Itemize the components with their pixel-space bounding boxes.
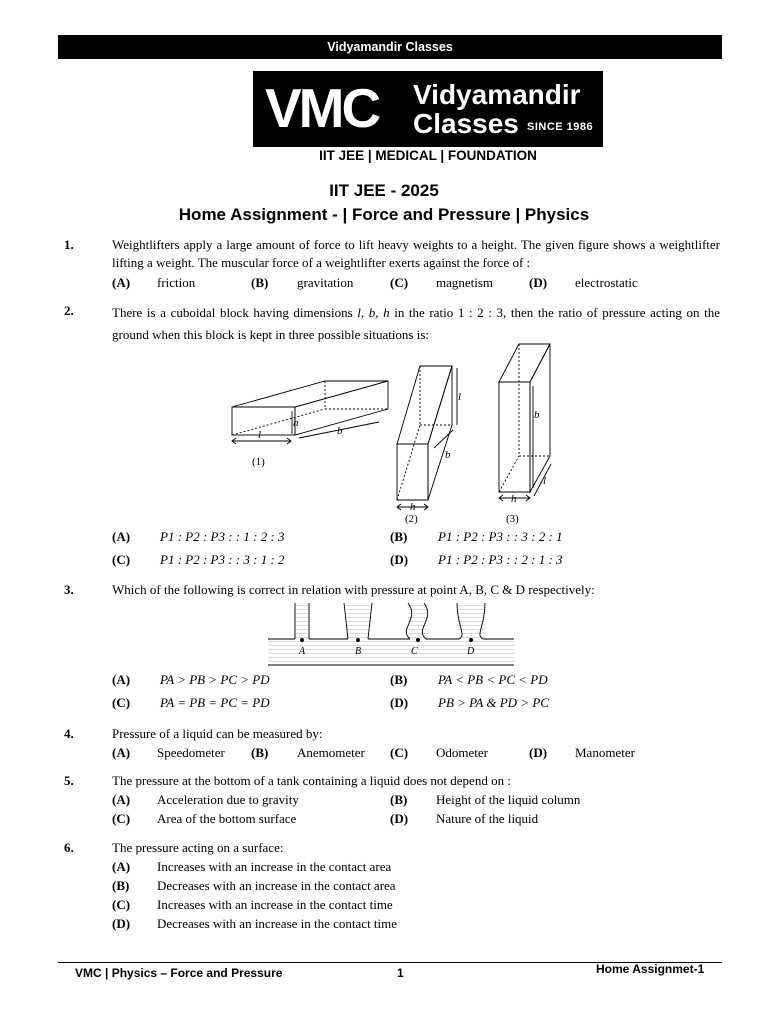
option-text: Decreases with an increase in the contact time: [157, 916, 398, 931]
option-label: (C): [390, 745, 409, 760]
question-text: Pressure of a liquid can be measured by:: [112, 726, 323, 741]
block2-top: [397, 366, 452, 444]
page-subtitle: Home Assignment - | Force and Pressure | Physics: [178, 205, 590, 224]
option-text: Height of the liquid column: [436, 792, 581, 807]
header-bar: [58, 35, 722, 59]
option-text: PA < PB < PC < PD: [438, 672, 548, 687]
footer-right: Home Assignmet-1: [596, 962, 705, 976]
block3-top: [499, 344, 550, 382]
option-text: Anemometer: [297, 745, 365, 760]
option-label: (C): [112, 695, 131, 710]
option-label: (B): [390, 529, 408, 544]
fig-label-l: l: [458, 391, 462, 403]
option-text: friction: [157, 275, 196, 290]
option-text: gravitation: [297, 275, 354, 290]
question-number: 1.: [64, 237, 74, 252]
option-label: (B): [390, 672, 408, 687]
option-text: Manometer: [575, 745, 635, 760]
point-label-c: C: [411, 646, 418, 657]
tagline: IIT JEE | MEDICAL | FOUNDATION: [319, 148, 537, 163]
page-title: IIT JEE - 2025: [329, 181, 439, 200]
header-bar-text: Vidyamandir Classes: [327, 40, 453, 54]
footer-left: VMC | Physics – Force and Pressure: [75, 966, 283, 980]
block3-front: [499, 382, 530, 492]
vessel-figure: [268, 601, 516, 669]
question-text: The pressure acting on a surface:: [112, 840, 284, 855]
option-label: (A): [112, 792, 131, 807]
option-text: Decreases with an increase in the contact area: [157, 878, 396, 893]
block2-front: [397, 444, 428, 500]
fig-label-b: b: [445, 449, 451, 461]
fig-label-h: h: [410, 501, 416, 513]
option-text: Odometer: [436, 745, 488, 760]
logo-line1: Vidyamandir: [413, 79, 581, 110]
option-label: (D): [112, 916, 131, 931]
option-text: Increases with an increase in the contact area: [157, 859, 392, 874]
vmc-logo: [253, 71, 603, 147]
question-number: 5.: [64, 773, 74, 788]
question-text: Weightlifters apply a large amount of force to lift heavy weights to a height. The given figure shows a weightlifter lifting a weight. The muscular force of a weightlifter exerts against the force of :: [112, 237, 720, 270]
option-label: (A): [112, 745, 131, 760]
fig-label-l: l: [258, 429, 262, 441]
option-text: Increases with an increase in the contact time: [157, 897, 393, 912]
option-text: P1 : P2 : P3 : : 1 : 2 : 3: [160, 529, 285, 544]
fig-caption: (3): [506, 513, 519, 525]
option-text: Speedometer: [157, 745, 225, 760]
question-number: 6.: [64, 840, 74, 855]
option-label: (C): [112, 552, 131, 567]
fig-label-h: h: [511, 493, 517, 505]
option-text: magnetism: [436, 275, 494, 290]
option-label: (D): [390, 811, 409, 826]
option-text: Nature of the liquid: [436, 811, 539, 826]
question-number: 4.: [64, 726, 74, 741]
logo-since: SINCE 1986: [527, 121, 594, 133]
question-text: The pressure at the bottom of a tank containing a liquid does not depend on :: [112, 773, 511, 788]
option-label: (C): [112, 897, 131, 912]
option-label: (D): [529, 275, 548, 290]
option-text: P1 : P2 : P3 : : 3 : 1 : 2: [160, 552, 285, 567]
logo-line2: Classes: [413, 108, 519, 139]
logo-mark: VMC: [265, 77, 379, 139]
option-text: PB > PA & PD > PC: [438, 695, 549, 710]
fig-label-l: l: [543, 475, 547, 487]
point-label-b: B: [355, 646, 362, 657]
block2-side: [428, 366, 452, 500]
option-label: (A): [112, 672, 131, 687]
option-text: electrostatic: [575, 275, 638, 290]
question-text: Which of the following is correct in relation with pressure at point A, B, C & D respectively:: [112, 582, 595, 597]
option-text: PA = PB = PC = PD: [160, 695, 270, 710]
option-text: P1 : P2 : P3 : : 3 : 2 : 1: [438, 529, 563, 544]
option-label: (D): [390, 552, 409, 567]
fig-label-b: b: [534, 409, 540, 421]
footer-page-number: 1: [397, 966, 404, 980]
question-number: 3.: [64, 582, 74, 597]
block1-front: [232, 407, 295, 435]
question-text: There is a cuboidal block having dimensions l, b, h in the ratio 1 : 2 : 3, then the ratio of pressure acting on the ground when this block is kept in three possible situations is:: [112, 305, 720, 342]
option-text: Acceleration due to gravity: [157, 792, 299, 807]
cuboid-figure: [225, 340, 565, 530]
fig-caption: (2): [405, 513, 418, 525]
option-label: (B): [390, 792, 408, 807]
option-label: (B): [112, 878, 130, 893]
option-label: (B): [251, 745, 269, 760]
fig-label-b: b: [337, 425, 343, 437]
option-text: PA > PB > PC > PD: [160, 672, 270, 687]
option-label: (C): [112, 811, 131, 826]
option-label: (A): [112, 529, 131, 544]
option-text: Area of the bottom surface: [157, 811, 297, 826]
question-number: 2.: [64, 303, 74, 318]
option-text: P1 : P2 : P3 : : 2 : 1 : 3: [438, 552, 563, 567]
option-label: (C): [390, 275, 409, 290]
point-label-d: D: [467, 646, 475, 657]
option-label: (A): [112, 275, 131, 290]
option-label: (D): [390, 695, 409, 710]
fig-caption: (1): [252, 456, 265, 468]
option-label: (A): [112, 859, 131, 874]
option-label: (D): [529, 745, 548, 760]
option-label: (B): [251, 275, 269, 290]
fig-label-h: h: [293, 417, 299, 429]
point-label-a: A: [299, 646, 306, 657]
